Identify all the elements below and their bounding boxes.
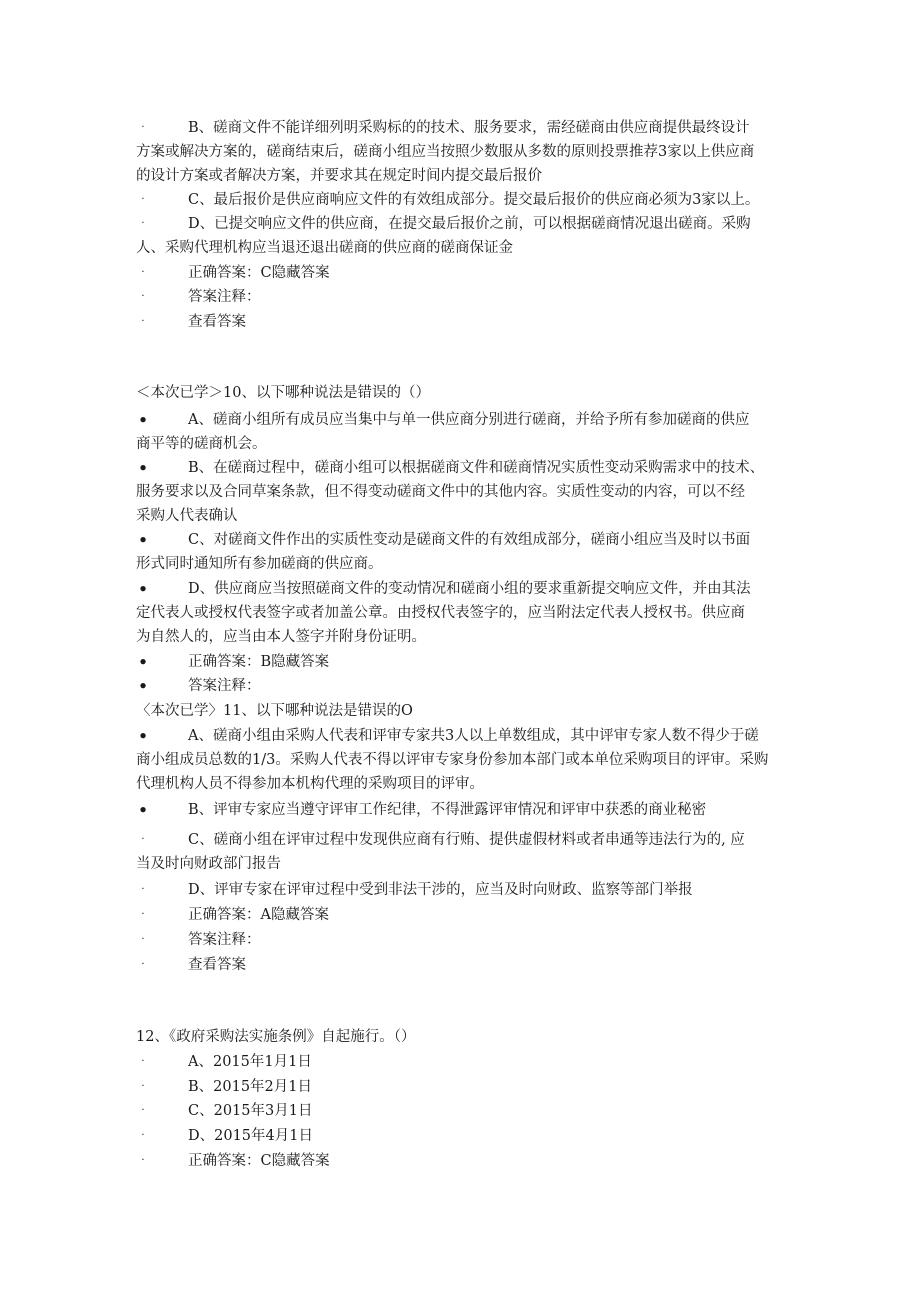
option-text-line: B、在磋商过程中，磋商小组可以根据磋商文件和磋商情况实质性变动采购需求中的技术、 — [188, 460, 765, 476]
bullet-icon: · — [141, 1155, 145, 1166]
option-text-line: B、2015年2月1日 — [188, 1079, 313, 1095]
option-text-line: A、磋商小组由采购人代表和评审专家共3人以上单数组成，其中评审专家人数不得少于磋 — [188, 728, 759, 744]
option-text-line: 商平等的磋商机会。 — [136, 436, 267, 452]
note-label: 答案注释： — [188, 932, 261, 948]
bullet-icon: · — [141, 291, 145, 302]
answer-text[interactable]: 正确答案：C隐藏答案 — [188, 1153, 330, 1169]
bullet-icon: • — [138, 801, 148, 819]
question-title: 〈本次已学〉11、以下哪种说法是错误的O — [136, 703, 413, 719]
bullet-icon: · — [141, 1081, 145, 1092]
question-title: 12、《政府采购法实施条例》自起施行。（） — [136, 1029, 416, 1045]
answer-text[interactable]: 正确答案：B隐藏答案 — [188, 654, 330, 670]
bullet-icon: · — [141, 1130, 145, 1141]
note-label: 答案注释： — [188, 678, 261, 694]
option-text-line: B、磋商文件不能详细列明采购标的的技术、服务要求，需经磋商由供应商提供最终设计 — [188, 120, 750, 136]
option-text-line: D、评审专家在评审过程中受到非法干涉的，应当及时向财政、监察等部门举报 — [188, 882, 693, 898]
bullet-icon: • — [138, 531, 148, 549]
option-text-line: 方案或解决方案的，磋商结束后，磋商小组应当按照少数服从多数的原则投票推荐3家以上供应商 — [136, 144, 755, 160]
option-text-line: A、磋商小组所有成员应当集中与单一供应商分别进行磋商，并给予所有参加磋商的供应 — [188, 412, 750, 428]
question-title: ＜本次已学＞10、以下哪种说法是错误的（） — [136, 385, 430, 401]
bullet-icon: • — [138, 411, 148, 429]
note-label: 答案注释： — [188, 289, 261, 305]
option-text-line: B、评审专家应当遵守评审工作纪律，不得泄露评审情况和评审中获悉的商业秘密 — [188, 802, 707, 818]
option-text-line: 人、采购代理机构应当退还退出磋商的供应商的磋商保证金 — [136, 240, 513, 256]
bullet-icon: · — [141, 316, 145, 327]
option-text-line: 形式同时通知所有参加磋商的供应商。 — [136, 556, 383, 572]
option-text-line: C、对磋商文件作出的实质性变动是磋商文件的有效组成部分，磋商小组应当及时以书面 — [188, 532, 751, 548]
bullet-icon: · — [141, 267, 145, 278]
bullet-icon: · — [141, 218, 145, 229]
bullet-icon: • — [138, 653, 148, 671]
option-text-line: C、磋商小组在评审过程中发现供应商有行贿、提供虚假材料或者串通等违法行为的, 应 — [188, 832, 745, 848]
bullet-icon: · — [141, 1056, 145, 1067]
bullet-icon: • — [138, 677, 148, 695]
bullet-icon: · — [141, 934, 145, 945]
bullet-icon: · — [141, 834, 145, 845]
option-text-line: 商小组成员总数的1/3。采购人代表不得以评审专家身份参加本部门或本单位采购项目的评审。采购 — [136, 752, 769, 768]
bullet-icon: · — [141, 122, 145, 133]
view-answer-link[interactable]: 查看答案 — [188, 957, 246, 973]
bullet-icon: · — [141, 959, 145, 970]
option-text-line: 当及时向财政部门报告 — [136, 856, 281, 872]
option-text-line: D、供应商应当按照磋商文件的变动情况和磋商小组的要求重新提交响应文件，并由其法 — [188, 581, 751, 597]
bullet-icon: • — [138, 459, 148, 477]
option-text-line: 服务要求以及合同草案条款，但不得变动磋商文件中的其他内容。实质性变动的内容，可以不经 — [136, 484, 745, 500]
bullet-icon: • — [138, 727, 148, 745]
bullet-icon: · — [141, 1105, 145, 1116]
bullet-icon: • — [138, 580, 148, 598]
view-answer-link[interactable]: 查看答案 — [188, 314, 246, 330]
bullet-icon: · — [141, 909, 145, 920]
option-text-line: D、已提交响应文件的供应商，在提交最后报价之前，可以根据磋商情况退出磋商。采购 — [188, 216, 751, 232]
answer-text[interactable]: 正确答案：C隐藏答案 — [188, 265, 330, 281]
bullet-icon: · — [141, 194, 145, 205]
option-text-line: D、2015年4月1日 — [188, 1128, 313, 1144]
option-text-line: 为自然人的，应当由本人签字并附身份证明。 — [136, 629, 426, 645]
option-text-line: C、最后报价是供应商响应文件的有效组成部分。提交最后报价的供应商必须为3家以上。 — [188, 192, 760, 208]
option-text-line: 的设计方案或者解决方案，并要求其在规定时间内提交最后报价 — [136, 168, 542, 184]
option-text-line: C、2015年3月1日 — [188, 1103, 313, 1119]
option-text-line: 代理机构人员不得参加本机构代理的采购项目的评审。 — [136, 776, 484, 792]
option-text-line: A、2015年1月1日 — [188, 1054, 312, 1070]
option-text-line: 定代表人或授权代表签字或者加盖公章。由授权代表签字的，应当附法定代表人授权书。供应商 — [136, 605, 745, 621]
bullet-icon: · — [141, 884, 145, 895]
answer-text[interactable]: 正确答案：A隐藏答案 — [188, 907, 329, 923]
option-text-line: 采购人代表确认 — [136, 508, 238, 524]
